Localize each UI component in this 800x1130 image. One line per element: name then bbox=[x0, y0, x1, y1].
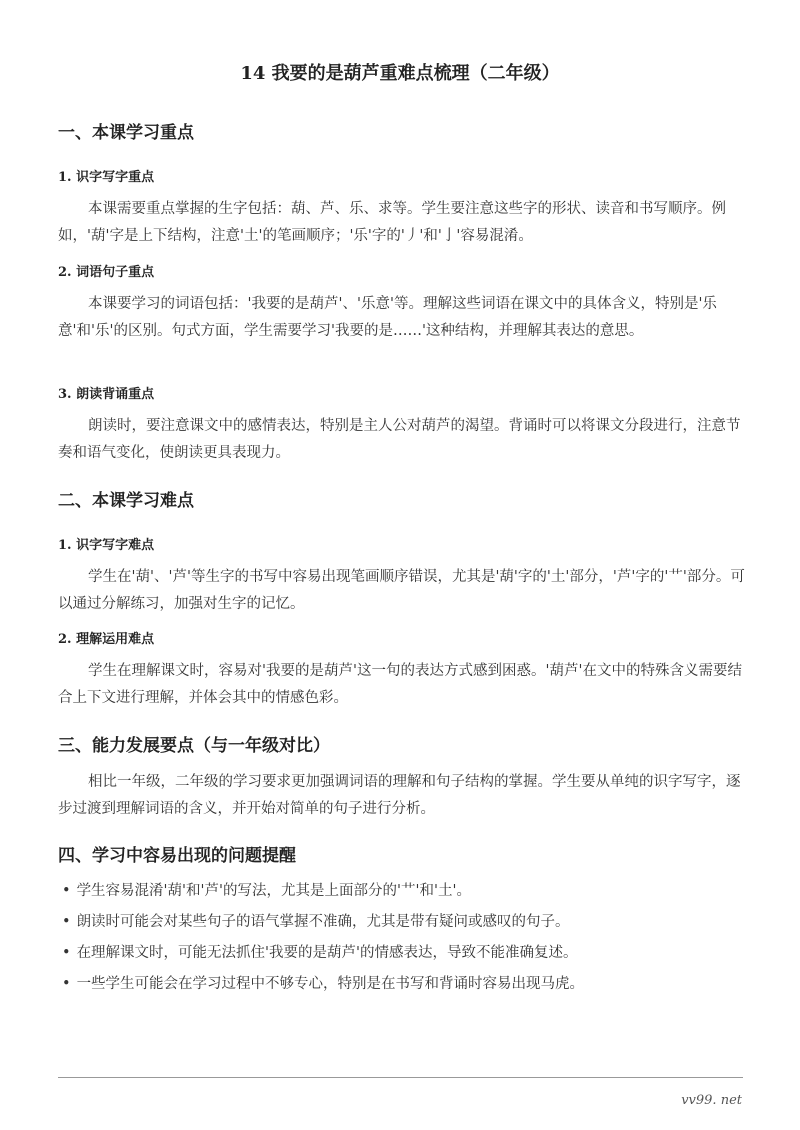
list-item: • 学生容易混淆'葫'和'芦'的写法，尤其是上面部分的'艹'和'土'。 bbox=[62, 876, 752, 907]
problem-list bbox=[62, 876, 752, 1000]
section-heading: 三、能力发展要点（与一年级对比） bbox=[58, 736, 330, 756]
subsection-heading: 2. 理解运用难点 bbox=[58, 632, 155, 647]
section-heading: 一、本课学习重点 bbox=[58, 123, 194, 143]
list-item: • 一些学生可能会在学习过程中不够专心，特别是在书写和背诵时容易出现马虎。 bbox=[62, 969, 752, 1000]
list-item: • 在理解课文时，可能无法抓住'我要的是葫芦'的情感表达，导致不能准确复述。 bbox=[62, 938, 752, 969]
paragraph: 相比一年级，二年级的学习要求更加强调词语的理解和句子结构的掌握。学生要从单纯的识字写字，逐步过渡到理解词语的含义，并开始对简单的句子进行分析。 bbox=[58, 774, 741, 817]
subsection-heading: 3. 朗读背诵重点 bbox=[58, 387, 155, 402]
paragraph: 学生在理解课文时，容易对'我要的是葫芦'这一句的表达方式感到困惑。'葫芦'在文中的特殊含义需要结合上下文进行理解，并体会其中的情感色彩。 bbox=[58, 663, 742, 706]
section-heading: 四、学习中容易出现的问题提醒 bbox=[58, 846, 296, 866]
paragraph: 朗读时，要注意课文中的感情表达，特别是主人公对葫芦的渴望。背诵时可以将课文分段进行，注意节奏和语气变化，使朗读更具表现力。 bbox=[58, 418, 741, 461]
footer-divider bbox=[58, 1077, 743, 1078]
list-item: • 朗读时可能会对某些句子的语气掌握不准确，尤其是带有疑问或感叹的句子。 bbox=[62, 907, 752, 938]
watermark: vv99.net bbox=[400, 998, 721, 1077]
paragraph: 学生在'葫'、'芦'等生字的书写中容易出现笔画顺序错误，尤其是'葫'字的'土'部分，'芦'字的'艹'部分。可以通过分解练习，加强对生字的记忆。 bbox=[58, 569, 745, 612]
paragraph: 本课要学习的词语包括：'我要的是葫芦'、'乐意'等。理解这些词语在课文中的具体含义，特别是'乐意'和'乐'的区别。句式方面，学生需要学习'我要的是……'这种结构，并理解其表达的意思。 bbox=[58, 296, 717, 339]
paragraph: 本课需要重点掌握的生字包括：葫、芦、乐、求等。学生要注意这些字的形状、读音和书写顺序。例如，'葫'字是上下结构，注意'土'的笔画顺序；'乐'字的'丿'和'亅'容易混淆。 bbox=[58, 201, 726, 244]
subsection-heading: 2. 词语句子重点 bbox=[58, 265, 155, 280]
section-heading: 二、本课学习难点 bbox=[58, 491, 194, 511]
subsection-heading: 1. 识字写字重点 bbox=[58, 170, 155, 185]
page-title: 14 我要的是葫芦重难点梳理（二年级） bbox=[240, 63, 560, 84]
footer-site: vv99. net bbox=[681, 1093, 742, 1108]
subsection-heading: 1. 识字写字难点 bbox=[58, 538, 155, 553]
